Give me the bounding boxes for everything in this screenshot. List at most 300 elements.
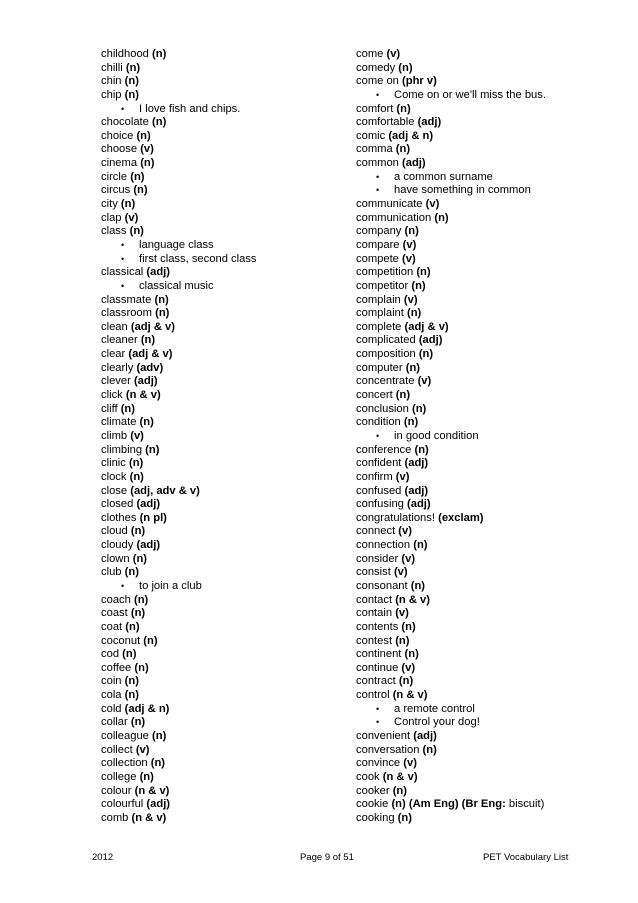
vocab-entry [101,375,341,389]
vocab-word: confusing [356,498,404,511]
part-of-speech: (v) [395,607,409,620]
part-of-speech: (n) [413,539,428,552]
vocab-entry [101,703,341,717]
vocab-entry [356,375,626,389]
vocab-word: composition [356,348,416,361]
part-of-speech: (n) [124,566,139,579]
vocab-entry [356,143,626,157]
part-of-speech: (n) [403,416,419,429]
vocab-word: collection [101,757,148,770]
part-of-speech: (v) [401,552,416,565]
vocab-word: circus [101,184,131,197]
part-of-speech: (n) [139,416,154,429]
part-of-speech: (n) [411,402,427,415]
vocab-entry [356,498,626,512]
vocab-word: coat [101,620,123,633]
part-of-speech: (n) [434,211,449,224]
vocab-entry [356,198,626,212]
vocab-word: competitor [356,279,409,292]
part-of-speech: (n) [422,743,437,756]
example-text: a common surname [394,170,493,183]
vocab-entry [356,798,626,812]
vocab-word: confirm [356,470,393,483]
vocab-entry [101,362,341,376]
vocab-entry [356,416,626,430]
bullet-icon: • [376,89,380,100]
example-item [356,716,626,730]
vocab-entry [101,444,341,458]
vocab-word: clap [101,211,122,224]
example-item [101,253,341,267]
vocab-entry [356,607,626,621]
part-of-speech: (adj) [407,498,431,511]
vocab-word: contest [356,634,393,647]
example-text: a remote control [394,702,475,715]
vocab-word: closed [101,498,134,511]
vocab-word: convince [356,757,401,770]
vocab-entry [356,48,626,62]
part-of-speech: (adj, adv & v) [130,484,200,497]
vocab-word: coffee [101,661,132,674]
vocab-entry [356,525,626,539]
vocab-entry [356,689,626,703]
vocab-entry [356,348,626,362]
example-item [356,430,626,444]
vocab-entry [101,116,341,130]
vocab-entry [356,539,626,553]
part-of-speech: (adj) [133,375,158,388]
vocab-entry [101,785,341,799]
vocab-word: consonant [356,579,408,592]
part-of-speech: (adj & v) [130,320,175,333]
vocab-entry [101,89,341,103]
vocab-word: control [356,689,390,702]
part-of-speech: (n) (Am Eng) (Br Eng: [391,798,506,811]
part-of-speech: (n) [139,770,154,783]
vocab-entry [356,771,626,785]
vocab-word: cinema [101,157,138,170]
part-of-speech: (v) [398,525,412,538]
vocab-entry [101,594,341,608]
vocab-word: competition [356,266,414,279]
vocab-entry [101,321,341,335]
vocab-word: climate [101,416,137,429]
vocab-entry [356,266,626,280]
vocab-entry [356,594,626,608]
vocab-word: comedy [356,61,396,74]
footer-document-title: PET Vocabulary List [483,852,569,863]
vocab-entry [101,157,341,171]
vocab-word: classmate [101,293,152,306]
part-of-speech: (n pl) [139,511,167,524]
vocab-word: choose [101,143,138,156]
vocab-word: comb [101,811,129,824]
part-of-speech: (adj) [417,116,442,129]
vocab-entry [101,130,341,144]
example-item [356,703,626,717]
vocab-word: come [356,48,384,60]
vocab-entry [356,553,626,567]
vocab-word: colour [101,784,132,797]
vocab-entry [356,389,626,403]
part-of-speech: (n) [411,279,426,292]
example-item [356,171,626,185]
vocab-entry [101,485,341,499]
vocab-entry [356,280,626,294]
part-of-speech: (n & v) [125,389,161,402]
part-of-speech: (n) [416,266,431,279]
part-of-speech: (n) [124,75,139,88]
vocab-word: continue [356,661,399,674]
vocab-entry [356,648,626,662]
part-of-speech: (n) [398,61,413,74]
vocab-word: coconut [101,634,141,647]
example-item [356,184,626,198]
vocab-word: chin [101,75,122,88]
vocab-word: congratulations! [356,511,435,524]
vocab-entry [356,566,626,580]
part-of-speech: (adj & v) [404,320,449,333]
example-text: to join a club [139,579,202,592]
bullet-icon: • [121,239,125,250]
part-of-speech: (n) [120,402,135,415]
vocab-entry [101,266,341,280]
vocab-entry [356,485,626,499]
vocab-word: childhood [101,48,149,60]
vocab-entry [101,771,341,785]
part-of-speech: (adj & v) [128,348,173,361]
vocab-word: communication [356,211,432,224]
vocab-entry [356,621,626,635]
part-of-speech: (n) [414,443,429,456]
vocab-entry [101,171,341,185]
vocab-word: close [101,484,128,497]
bullet-icon: • [121,280,125,291]
example-item [101,580,341,594]
vocab-entry [101,525,341,539]
vocab-entry [101,75,341,89]
vocab-word: clown [101,552,130,565]
part-of-speech: (n) [404,648,419,661]
part-of-speech: (v) [130,429,144,442]
vocab-word: cold [101,702,122,715]
vocab-word: communicate [356,198,423,211]
example-text: Control your dog! [394,716,480,729]
vocab-entry [101,307,341,321]
vocab-entry [101,648,341,662]
vocab-word: clever [101,375,131,388]
vocab-word: cook [356,770,380,783]
part-of-speech: (v) [402,252,416,265]
example-item [356,89,626,103]
part-of-speech: (n) [152,730,167,743]
vocab-word: comfortable [356,116,415,129]
bullet-icon: • [121,253,125,264]
part-of-speech: (n) [125,620,140,633]
part-of-speech: (v) [393,566,408,579]
part-of-speech: (n) [125,61,141,74]
vocab-word: choice [101,129,134,142]
vocab-word: cod [101,648,120,661]
vocab-entry [356,362,626,376]
bullet-icon: • [376,171,380,182]
part-of-speech: (n) [395,143,411,156]
vocab-entry [356,103,626,117]
vocab-entry [101,757,341,771]
vocab-entry [101,607,341,621]
vocab-entry [101,225,341,239]
vocab-entry [101,48,341,62]
part-of-speech: (v) [386,48,401,60]
part-of-speech: (n) [129,225,144,238]
part-of-speech: (adj) [402,157,426,170]
vocab-word: complete [356,320,402,333]
vocab-note: biscuit) [505,798,545,811]
part-of-speech: (n) [396,102,411,115]
vocab-word: class [101,225,127,238]
bullet-icon: • [376,185,380,196]
vocab-word: chocolate [101,116,149,129]
vocab-entry [356,239,626,253]
vocab-word: concentrate [356,375,415,388]
vocab-word: contents [356,620,399,633]
vocab-word: comic [356,129,386,142]
vocab-entry [356,635,626,649]
part-of-speech: (v) [401,661,416,674]
vocab-word: cooker [356,784,390,797]
vocab-entry [101,812,341,826]
vocab-word: comma [356,143,393,156]
vocab-entry [101,143,341,157]
vocab-entry [101,348,341,362]
vocab-entry [101,403,341,417]
left-column [101,48,341,826]
vocab-word: club [101,566,122,579]
vocab-entry [356,785,626,799]
vocab-entry [101,566,341,580]
part-of-speech: (v) [402,238,417,251]
vocab-entry [101,553,341,567]
part-of-speech: (n) [404,225,419,238]
part-of-speech: (adj & n) [124,702,170,715]
vocab-entry [356,512,626,526]
vocab-word: clock [101,470,127,483]
vocab-word: compete [356,252,399,265]
vocab-word: continent [356,648,402,661]
example-text: Come on or we'll miss the bus. [394,88,546,101]
vocab-word: connect [356,525,396,538]
vocab-entry [356,334,626,348]
part-of-speech: (phr v) [402,75,437,88]
vocab-word: cloud [101,525,128,538]
part-of-speech: (adj) [146,266,171,279]
part-of-speech: (n) [129,470,144,483]
part-of-speech: (exclam) [438,511,484,524]
part-of-speech: (n) [124,689,139,702]
bullet-icon: • [121,580,125,591]
vocab-entry [101,294,341,308]
vocab-word: cliff [101,402,118,415]
part-of-speech: (n) [145,443,160,456]
vocab-entry [356,444,626,458]
part-of-speech: (n) [418,348,434,361]
part-of-speech: (v) [124,211,139,224]
vocab-entry [356,662,626,676]
vocab-entry [356,212,626,226]
part-of-speech: (v) [403,293,418,306]
vocab-entry [356,225,626,239]
vocab-entry [101,689,341,703]
part-of-speech: (n & v) [392,689,428,702]
example-text: have something in common [394,184,531,197]
part-of-speech: (adj) [136,539,161,552]
example-text: in good condition [394,429,479,442]
vocab-entry [101,498,341,512]
vocab-word: common [356,157,399,170]
vocab-word: company [356,225,402,238]
part-of-speech: (v) [140,143,154,156]
bullet-icon: • [376,703,380,714]
vocab-word: colourful [101,798,144,811]
part-of-speech: (n) [152,116,167,129]
part-of-speech: (v) [135,743,150,756]
vocab-word: come on [356,75,399,88]
vocab-entry [356,157,626,171]
example-text: first class, second class [139,252,257,265]
vocab-word: chilli [101,61,123,74]
vocab-word: contact [356,593,393,606]
vocab-entry [101,62,341,76]
part-of-speech: (n) [140,157,155,170]
vocab-entry [101,334,341,348]
part-of-speech: (n) [122,648,137,661]
vocab-entry [356,744,626,758]
vocab-entry [356,471,626,485]
part-of-speech: (n) [130,716,146,729]
vocab-word: condition [356,416,401,429]
vocab-word: complicated [356,334,416,347]
part-of-speech: (adj) [418,334,443,347]
part-of-speech: (n) [150,757,166,770]
vocab-entry [101,539,341,553]
part-of-speech: (n) [120,198,136,211]
part-of-speech: (n & v) [395,593,430,606]
vocab-entry [356,62,626,76]
vocab-entry [101,389,341,403]
part-of-speech: (n) [405,361,421,374]
bullet-icon: • [376,717,380,728]
vocab-word: comfort [356,102,394,115]
vocab-word: clearly [101,361,134,374]
vocab-entry [101,184,341,198]
vocab-entry [356,321,626,335]
part-of-speech: (n) [132,552,148,565]
vocab-entry [356,757,626,771]
vocab-entry [356,116,626,130]
vocab-word: confused [356,484,402,497]
part-of-speech: (adj) [404,457,429,470]
vocab-word: complaint [356,307,404,320]
vocab-entry [101,635,341,649]
vocab-entry [101,512,341,526]
vocab-word: concert [356,389,393,402]
part-of-speech: (n) [395,634,410,647]
vocab-entry [101,730,341,744]
vocab-entry [101,662,341,676]
vocab-word: college [101,770,137,783]
part-of-speech: (n & v) [131,811,167,824]
part-of-speech: (n) [130,607,146,620]
vocab-word: contain [356,607,393,620]
part-of-speech: (adv) [136,361,164,374]
example-item [101,103,341,117]
part-of-speech: (n) [124,88,139,101]
vocab-word: compare [356,238,400,251]
vocab-entry [101,744,341,758]
vocab-entry [101,621,341,635]
example-item [101,239,341,253]
vocab-entry [356,675,626,689]
vocab-word: click [101,389,123,402]
part-of-speech: (n) [407,307,422,320]
part-of-speech: (n) [134,661,149,674]
vocab-entry [101,416,341,430]
part-of-speech: (v) [403,757,417,770]
vocab-entry [101,675,341,689]
right-column [356,48,626,826]
part-of-speech: (adj) [404,484,429,497]
part-of-speech: (n) [133,184,148,197]
vocab-word: conference [356,443,412,456]
part-of-speech: (n) [410,579,426,592]
part-of-speech: (adj & n) [388,129,434,142]
bullet-icon: • [376,430,380,441]
vocab-entry [356,307,626,321]
part-of-speech: (adj) [136,498,161,511]
part-of-speech: (n) [397,811,412,824]
vocab-word: circle [101,170,128,183]
part-of-speech: (n) [395,389,411,402]
vocab-entry [356,75,626,89]
part-of-speech: (n) [128,457,144,470]
vocab-word: clinic [101,457,126,470]
vocab-word: conversation [356,743,420,756]
example-item [101,280,341,294]
part-of-speech: (v) [425,198,440,211]
vocab-word: consist [356,566,391,579]
part-of-speech: (v) [417,375,432,388]
vocab-word: cola [101,689,122,702]
vocab-entry [356,253,626,267]
vocab-entry [101,471,341,485]
vocab-word: clear [101,348,126,361]
vocab-word: chip [101,88,122,101]
vocab-entry [356,403,626,417]
vocab-entry [356,812,626,826]
vocab-entry [101,798,341,812]
part-of-speech: (n) [143,634,158,647]
vocab-word: coin [101,675,122,688]
vocab-entry [356,130,626,144]
part-of-speech: (n) [130,525,146,538]
vocab-word: contract [356,675,396,688]
vocab-word: clean [101,320,128,333]
vocab-entry [356,457,626,471]
part-of-speech: (n) [401,620,416,633]
vocab-word: city [101,198,118,211]
vocab-entry [101,716,341,730]
footer-page-number: Page 9 of 51 [300,852,354,863]
